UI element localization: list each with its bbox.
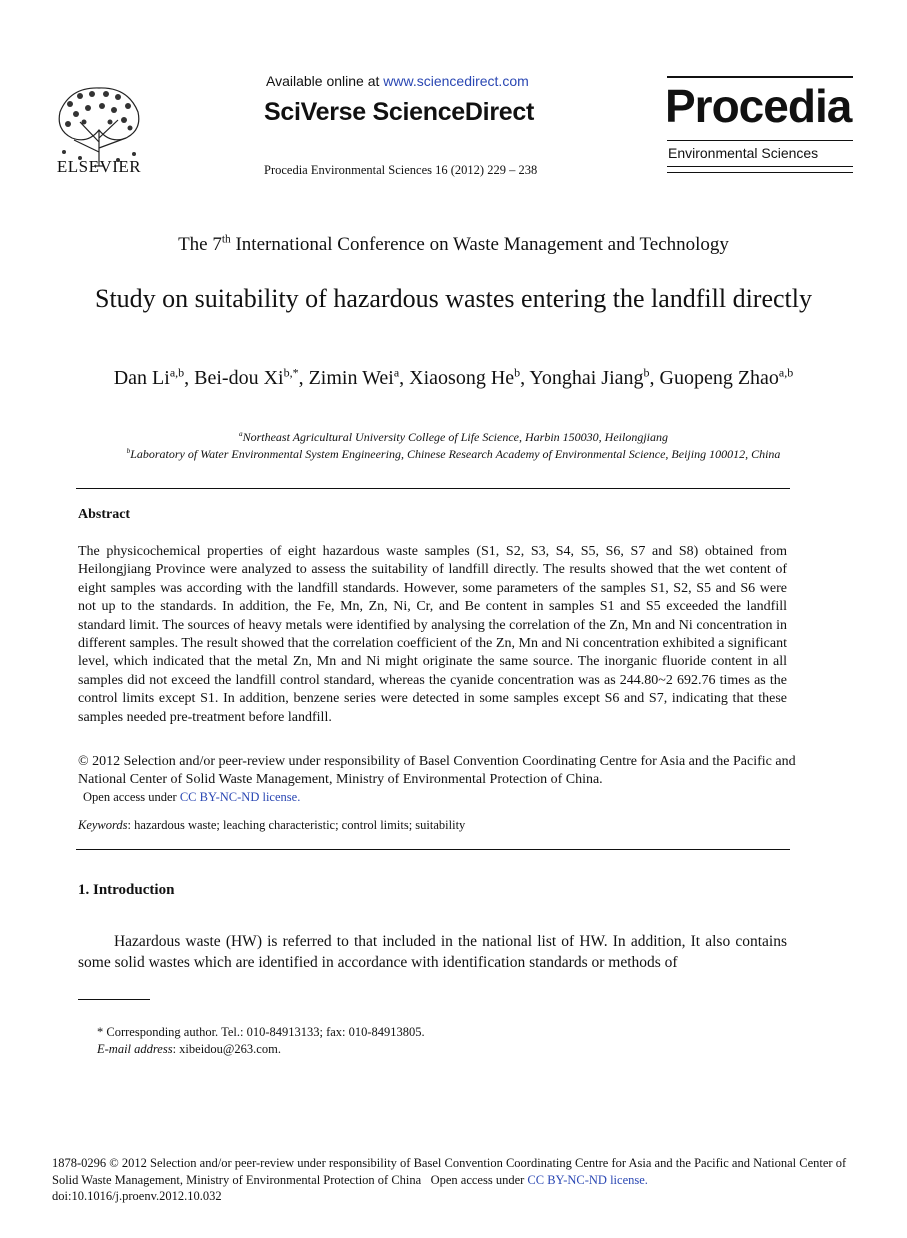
author-list xyxy=(80,366,827,391)
keywords-label: Keywords xyxy=(78,818,128,832)
footnote-rule xyxy=(78,999,150,1000)
sciencedirect-link[interactable]: www.sciencedirect.com xyxy=(383,73,529,89)
section-divider xyxy=(76,849,790,850)
issn-block xyxy=(52,1155,862,1205)
brand-rule-bottom-1 xyxy=(667,166,853,167)
keywords-list: : hazardous waste; leaching characteristic; control limits; suitability xyxy=(127,818,466,832)
author: Zimin Wei$^a$, xyxy=(308,365,410,389)
email-address: : xibeidou@263.com. xyxy=(172,1042,281,1056)
issn-text: 1878-0296 © 2012 Selection and/or peer-review under responsibility of Basel Convention Coordinating Centre for Asia and the Pacific and National Center of Solid Waste Management, Ministry of Environmental Protection of China xyxy=(52,1156,847,1187)
bottom-open-access-prefix: Open access under xyxy=(430,1172,528,1187)
keywords xyxy=(78,818,465,833)
author: Yonghai Jiang$^b$, xyxy=(529,365,660,389)
available-online xyxy=(266,73,529,89)
email-label: E-mail address xyxy=(97,1042,173,1056)
email-line xyxy=(97,1041,425,1058)
copyright-notice: © 2012 Selection and/or peer-review under responsibility of Basel Convention Coordinating Centre for Asia and the Pacific and National Center of Solid Waste Management, Ministry of Environmental Protection of China. xyxy=(78,754,796,787)
conference-sup: th xyxy=(221,233,231,246)
author: Dan Li$^{a,b}$, xyxy=(113,365,195,389)
conference-name xyxy=(0,234,907,256)
abstract-body: The physicochemical properties of eight hazardous waste samples (S1, S2, S3, S4, S5, S6, S7 and S8) obtained from Heilongjiang Province were analyzed to assess the suitability of landfill directly. The results showed that the wet content of eight samples was according with the landfill standards. However, some parameters of the samples S1, S2, S5 and S6 were not up to the standards. In addition, the Fe, Mn, Zn, Ni, Cr, and Be content in samples S1 and S5 exceeded the landfill standard limit. The sources of heavy metals were identified by analysing the correlation of the Zn, Mn and Ni concentration in different samples. The result showed that the correlation coefficient of the Zn, Mn and Ni concentration exhibited a significant level, which indicated that the metal Zn, Mn and Ni might originate the same source. The inorganic fluoride content in all samples did not exceed the landfill control standard, whereas the cyanide concentration was as 244.80~2 692.76 times as the control limits except S1. In addition, benzene series were detected in some samples except S6 and S7, indicating that these samples needed pre-treatment before landfill. xyxy=(78,544,787,725)
license-link[interactable]: CC BY-NC-ND license. xyxy=(179,790,301,804)
conference-post: International Conference on Waste Management and Technology xyxy=(230,234,729,255)
introduction-text: Hazardous waste (HW) is referred to that included in the national list of HW. In addition, It also contains some solid wastes which are identified in accordance with identification standards or methods of xyxy=(78,933,787,971)
abstract-heading: Abstract xyxy=(78,507,131,522)
affiliation-b: $^b$Laboratory of Water Environmental System Engineering, Chinese Research Academy of Environmental Science, Beijing 100012, China xyxy=(126,447,781,461)
brand-rule-top xyxy=(667,76,853,78)
affiliation-a: $^a$Northeast Agricultural University College of Life Science, Harbin 150030, Heilongjiang xyxy=(239,430,668,444)
affiliations xyxy=(70,429,837,463)
author: Xiaosong He$^b$, xyxy=(409,365,530,389)
issn-line xyxy=(52,1155,862,1188)
open-access-line xyxy=(83,790,300,805)
introduction-body xyxy=(78,932,787,973)
brand-rule-middle xyxy=(667,140,853,141)
author: Guopeng Zhao$^{a,b}$ xyxy=(659,365,794,389)
publisher-name: ELSEVIER xyxy=(56,157,142,176)
bottom-license-link[interactable]: CC BY-NC-ND license. xyxy=(527,1172,648,1187)
author: Bei-dou $Xi^{b,*}$, xyxy=(194,365,309,389)
introduction-heading: 1. Introduction xyxy=(78,882,175,898)
doi: doi:10.1016/j.proenv.2012.10.032 xyxy=(52,1189,222,1203)
corresponding-author: * Corresponding author. Tel.: 010-84913133; fax: 010-84913805. xyxy=(97,1025,425,1039)
conference-pre: The 7 xyxy=(178,234,222,255)
journal-brand: Procedia xyxy=(665,80,852,132)
platform-name: SciVerse ScienceDirect xyxy=(264,98,534,126)
journal-brand-subtitle: Environmental Sciences xyxy=(668,145,819,161)
section-divider xyxy=(76,488,790,489)
open-access-prefix: Open access under xyxy=(83,790,180,804)
journal-reference: Procedia Environmental Sciences 16 (2012) 229 – 238 xyxy=(264,163,538,177)
available-prefix: Available online at xyxy=(266,73,384,89)
paper-title: Study on suitability of hazardous wastes entering the landfill directly xyxy=(94,284,812,313)
brand-rule-bottom-2 xyxy=(667,172,853,173)
footnote xyxy=(97,1024,425,1058)
